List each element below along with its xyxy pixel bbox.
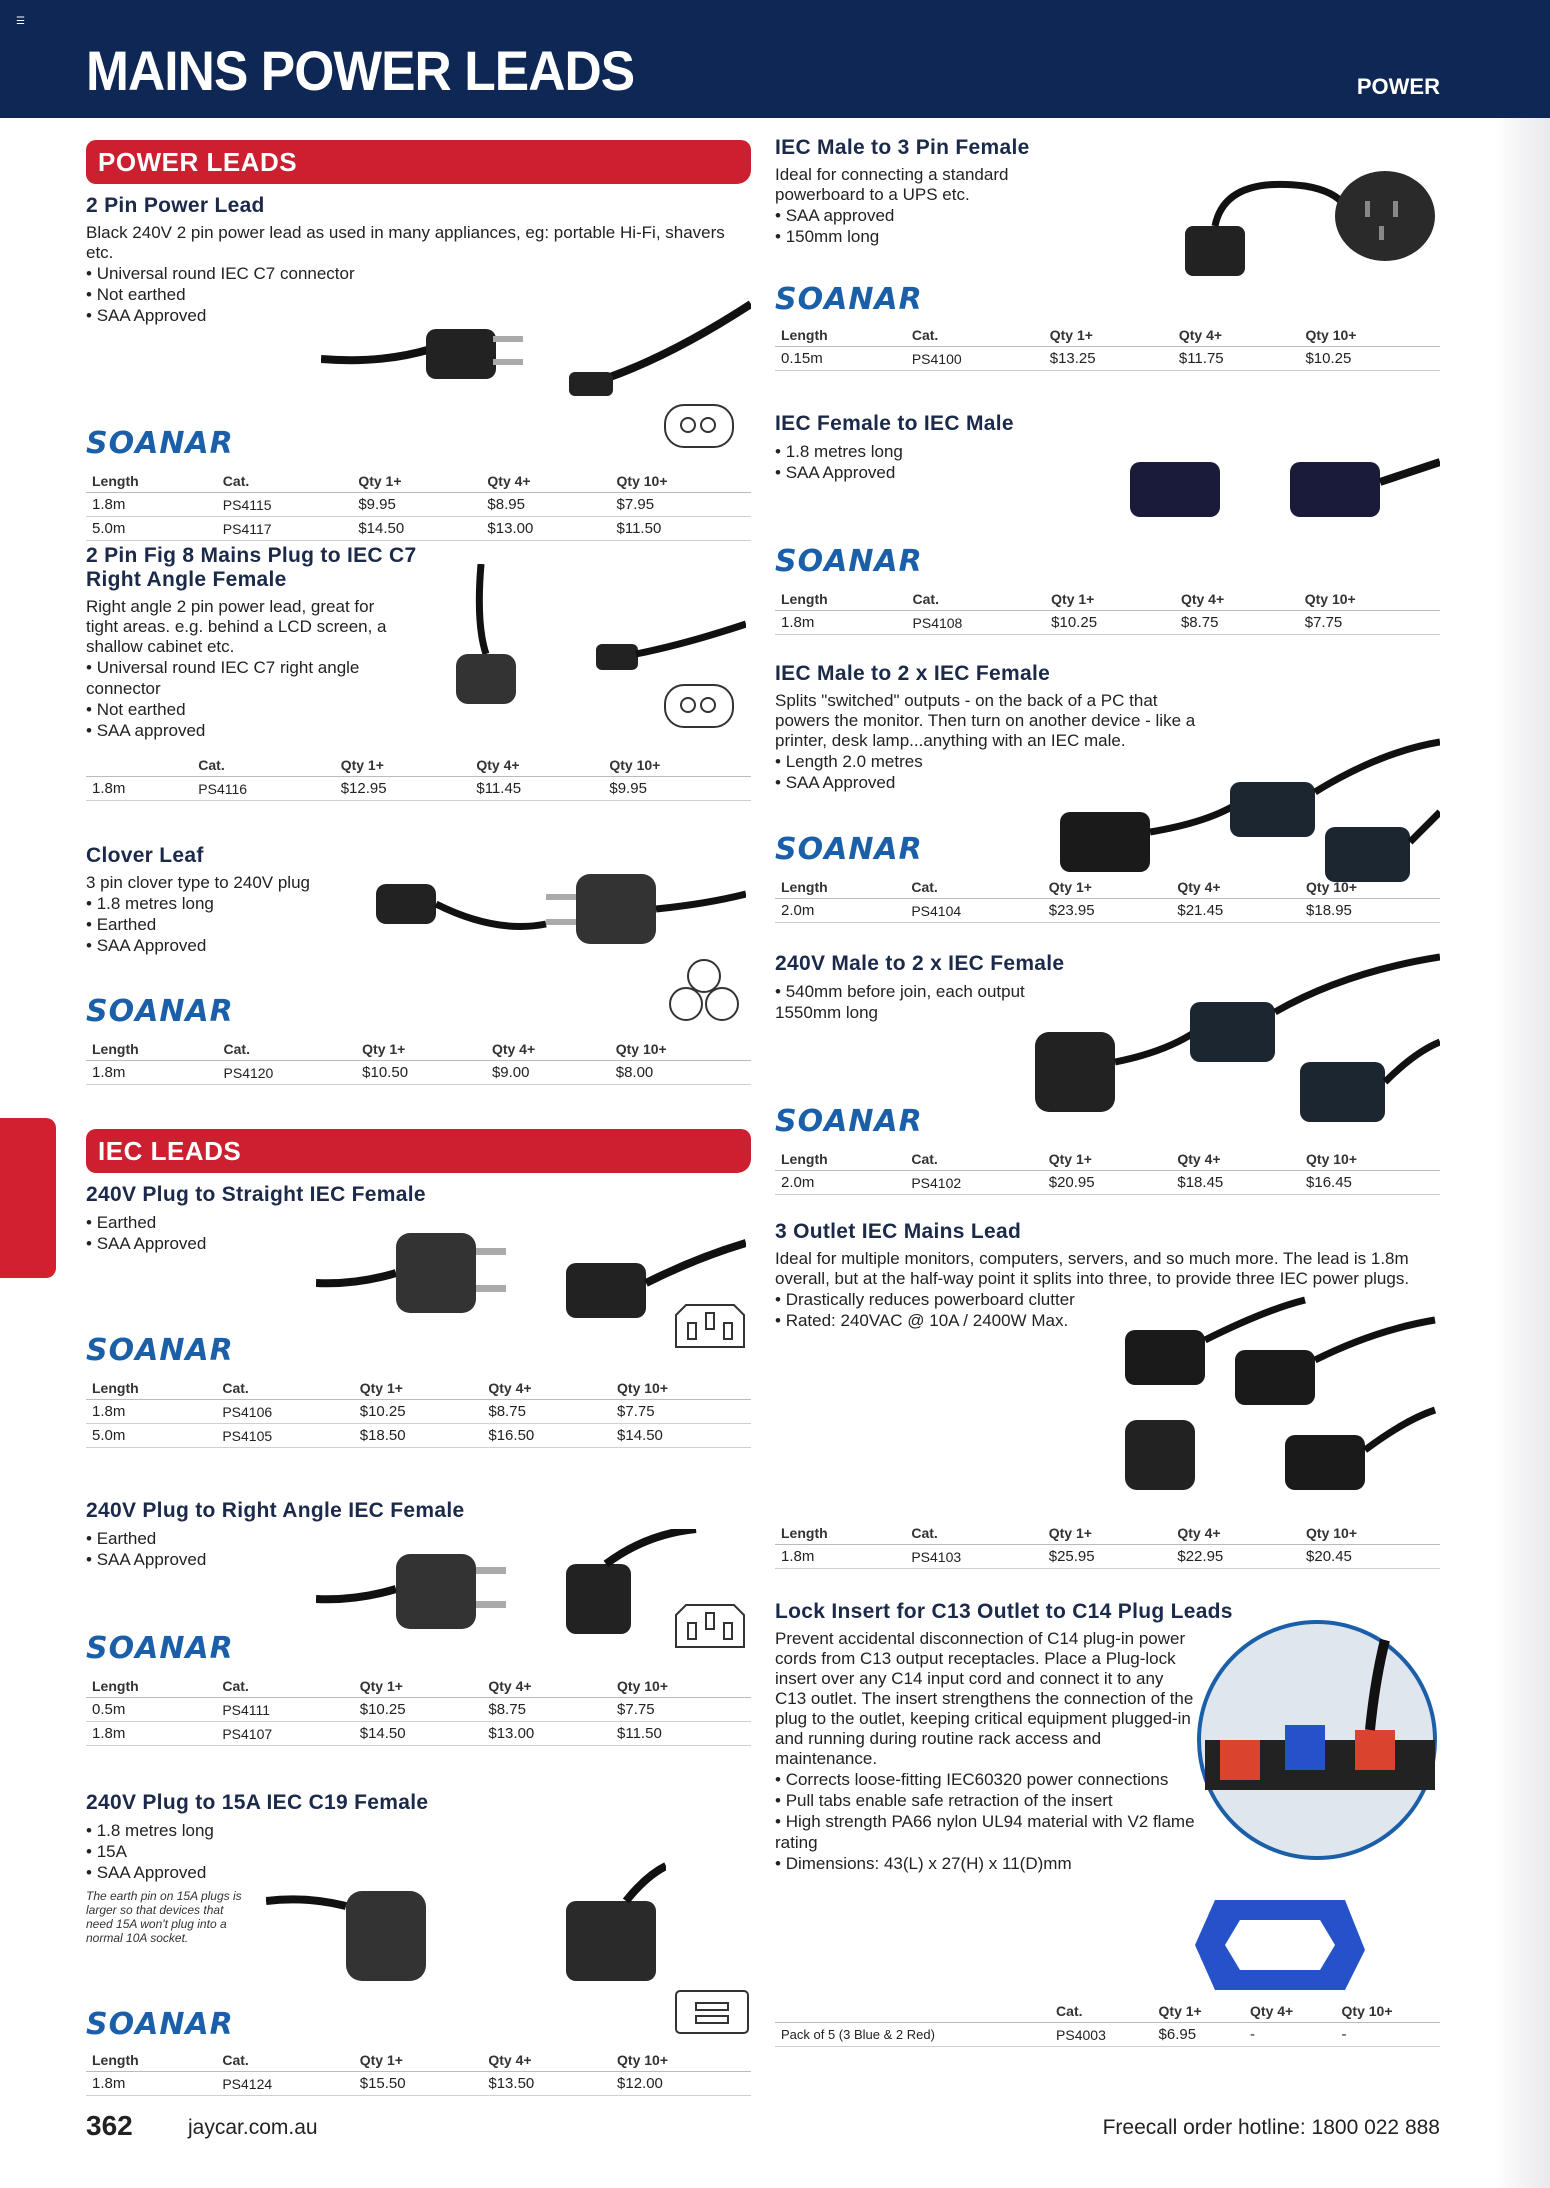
page-title: MAINS POWER LEADS: [86, 39, 635, 102]
feature-item: • Earthed: [86, 1212, 751, 1233]
product-title: 240V Plug to 15A IEC C19 Female: [86, 1791, 429, 1814]
col-header-qty1: Qty 1+: [1043, 1148, 1172, 1171]
product-title: 240V Plug to Straight IEC Female: [86, 1183, 426, 1206]
product-240v-straight-iec: [86, 1183, 751, 1499]
lock-insert-inuse-image: [1195, 1620, 1440, 1860]
feature-list: [775, 981, 1035, 1023]
soanar-logo: SOANAR: [775, 1104, 923, 1139]
table-row: 1.8m PS4108 $10.25 $8.75 $7.75: [775, 611, 1440, 635]
col-header-qty4: Qty 4+: [482, 2049, 611, 2072]
price-table: [775, 876, 1440, 923]
col-header-qty10: Qty 10+: [1336, 2000, 1440, 2023]
col-header-qty10: Qty 10+: [611, 2049, 751, 2072]
price-table: [775, 324, 1440, 371]
table-row: 1.8m PS4106 $10.25 $8.75 $7.75: [86, 1400, 751, 1424]
price-table: [775, 2000, 1440, 2047]
col-header-qty10: Qty 10+: [1300, 1148, 1440, 1171]
soanar-logo: SOANAR: [775, 282, 923, 317]
feature-list: [86, 657, 406, 741]
product-3-outlet-iec: [775, 1220, 1440, 1600]
col-header-qty1: Qty 1+: [335, 754, 471, 777]
soanar-logo: SOANAR: [86, 1631, 234, 1666]
col-header-cat: Cat.: [907, 588, 1046, 611]
soanar-logo: SOANAR: [775, 544, 923, 579]
feature-item: • SAA Approved: [775, 772, 1440, 793]
price-table: [775, 1148, 1440, 1195]
feature-item: • Pull tabs enable safe retraction of the insert: [775, 1790, 1195, 1811]
col-header-length: Length: [775, 324, 906, 347]
feature-item: • 1.8 metres long: [86, 893, 751, 914]
240v-splitter-image: [1005, 952, 1440, 1132]
product-description: 3 pin clover type to 240V plug: [86, 873, 310, 892]
product-description: Ideal for multiple monitors, computers, servers, and so much more. The lead is 1.8m overall, but at the half-way point it splits into three, to provide three IEC power plugs.: [775, 1249, 1410, 1288]
col-header-qty1: Qty 1+: [1043, 1522, 1172, 1545]
price-table: [86, 1377, 751, 1448]
feature-item: • 540mm before join, each output 1550mm long: [775, 981, 1035, 1023]
col-header-length: Length: [86, 2049, 216, 2072]
col-header-qty4: Qty 4+: [481, 470, 610, 493]
product-clover-leaf: [86, 844, 751, 1129]
product-title: 240V Male to 2 x IEC Female: [775, 952, 1065, 975]
product-title: IEC Female to IEC Male: [775, 412, 1014, 435]
page-header: [0, 0, 1550, 118]
feature-item: • 1.8 metres long: [775, 441, 1440, 462]
col-header-qty1: Qty 1+: [356, 1038, 486, 1061]
col-header-cat: Cat.: [217, 470, 353, 493]
feature-item: • 150mm long: [775, 226, 1440, 247]
col-header-length: Length: [775, 588, 907, 611]
clover-socket-icon: [664, 956, 744, 1026]
col-header-cat: Cat.: [216, 1675, 353, 1698]
product-2pin-power-lead: [86, 194, 751, 544]
product-description: Splits "switched" outputs - on the back of a PC that powers the monitor. Then turn on another device - like a printer, desk lamp...anything with an IEC male.: [775, 691, 1196, 750]
product-240v-right-angle-iec: [86, 1499, 751, 1791]
feature-item: • Dimensions: 43(L) x 27(H) x 11(D)mm: [775, 1853, 1195, 1874]
price-table: [775, 588, 1440, 635]
feature-list: [775, 1769, 1195, 1874]
product-title: 240V Plug to Right Angle IEC Female: [86, 1499, 465, 1522]
col-header-qty10: Qty 10+: [1300, 876, 1440, 899]
3-outlet-lead-image: [1115, 1290, 1440, 1500]
soanar-logo: SOANAR: [86, 2007, 234, 2042]
table-row: 1.8m PS4120 $10.50 $9.00 $8.00: [86, 1061, 751, 1085]
col-header-cat: Cat.: [192, 754, 334, 777]
product-fig8-right-angle: [86, 544, 751, 844]
col-header-qty1: Qty 1+: [1044, 324, 1173, 347]
product-title: 2 Pin Power Lead: [86, 194, 265, 217]
col-header-qty10: Qty 10+: [610, 1038, 751, 1061]
col-header-qty4: Qty 4+: [482, 1377, 611, 1400]
col-header-cat: Cat.: [906, 324, 1044, 347]
col-header-cat: Cat.: [216, 1377, 353, 1400]
col-header-cat: Cat.: [1050, 2000, 1152, 2023]
left-column: [86, 140, 751, 2091]
lock-insert-product-image: [1195, 1890, 1375, 2000]
c19-socket-icon: [674, 1989, 750, 2035]
col-header-length: Length: [86, 470, 217, 493]
product-iec-female-iec-male: [775, 412, 1440, 662]
price-table: [86, 2049, 751, 2096]
product-240v-male-2x-iec-female: [775, 952, 1440, 1220]
page-number: 362: [86, 2110, 133, 2141]
col-header-qty10: Qty 10+: [611, 1377, 751, 1400]
col-header-qty4: Qty 4+: [482, 1675, 611, 1698]
product-title: 2 Pin Fig 8 Mains Plug to IEC C7 Right Angle Female: [86, 544, 417, 591]
col-header-length: Length: [86, 1038, 218, 1061]
iec-3pin-lead-image: [1185, 156, 1435, 286]
col-header-qty4: Qty 4+: [1244, 2000, 1336, 2023]
iec-splitter-image: [1060, 712, 1440, 882]
col-header-qty1: Qty 1+: [1045, 588, 1175, 611]
col-header-cat: Cat.: [905, 876, 1042, 899]
soanar-logo: SOANAR: [86, 994, 234, 1029]
col-header-qty1: Qty 1+: [1153, 2000, 1245, 2023]
col-header-qty4: Qty 4+: [486, 1038, 610, 1061]
product-iec-male-3pin-female: [775, 136, 1440, 412]
col-header-qty4: Qty 4+: [1173, 324, 1300, 347]
feature-item: • SAA Approved: [775, 462, 1440, 483]
right-column: [775, 136, 1440, 2043]
price-table: [86, 470, 751, 541]
col-header-length: Length: [775, 876, 905, 899]
table-row: 0.5m PS4111 $10.25 $8.75 $7.75: [86, 1698, 751, 1722]
table-row: 1.8m PS4103 $25.95 $22.95 $20.45: [775, 1545, 1440, 1569]
col-header-length: [86, 754, 192, 777]
product-title: 3 Outlet IEC Mains Lead: [775, 1220, 1022, 1243]
feature-item: • SAA Approved: [86, 1233, 751, 1254]
2pin-lead-image: [321, 294, 751, 404]
table-row: 1.8m PS4107 $14.50 $13.00 $11.50: [86, 1722, 751, 1746]
product-title: IEC Male to 3 Pin Female: [775, 136, 1030, 159]
col-header-qty1: Qty 1+: [354, 2049, 483, 2072]
product-title: IEC Male to 2 x IEC Female: [775, 662, 1051, 685]
product-title: Lock Insert for C13 Outlet to C14 Plug Leads: [775, 1600, 1233, 1623]
col-header-cat: Cat.: [905, 1522, 1042, 1545]
col-header-qty4: Qty 4+: [1171, 876, 1300, 899]
soanar-logo: SOANAR: [775, 832, 923, 867]
product-240v-15a-c19: [86, 1791, 751, 2091]
col-header-qty10: Qty 10+: [1299, 588, 1440, 611]
feature-item: • Earthed: [86, 914, 751, 935]
table-row: 2.0m PS4104 $23.95 $21.45 $18.95: [775, 899, 1440, 923]
col-header-qty1: Qty 1+: [354, 1377, 483, 1400]
col-header-length: Length: [775, 1522, 905, 1545]
col-header-cat: Cat.: [216, 2049, 353, 2072]
table-row: 2.0m PS4102 $20.95 $18.45 $16.45: [775, 1171, 1440, 1195]
menu-icon: ☰: [16, 16, 25, 27]
website-link[interactable]: jaycar.com.au: [188, 2116, 318, 2139]
col-header-length: Length: [775, 1148, 905, 1171]
col-header-qty10: Qty 10+: [611, 1675, 751, 1698]
col-header-qty1: Qty 1+: [354, 1675, 483, 1698]
price-table: [86, 1675, 751, 1746]
c19-lead-image: [266, 1861, 666, 2011]
soanar-logo: SOANAR: [86, 1333, 234, 1368]
col-header-length: Length: [86, 1377, 216, 1400]
col-header-qty4: Qty 4+: [1171, 1522, 1300, 1545]
feature-item: • Length 2.0 metres: [775, 751, 1440, 772]
feature-item: • SAA Approved: [86, 305, 751, 326]
feature-item: • SAA approved: [86, 720, 406, 741]
feature-item: • Not earthed: [86, 699, 406, 720]
col-header-length: [775, 2000, 1050, 2023]
feature-item: • SAA Approved: [86, 935, 751, 956]
section-tag: POWER: [1356, 74, 1440, 99]
feature-item: • Drastically reduces powerboard clutter: [775, 1289, 1440, 1310]
feature-item: • Earthed: [86, 1528, 751, 1549]
col-header-qty1: Qty 1+: [352, 470, 481, 493]
col-header-cat: Cat.: [218, 1038, 357, 1061]
page-edge-shadow: [1494, 118, 1550, 2188]
iec-leads-banner: IEC LEADS: [86, 1129, 751, 1173]
price-table: [775, 1522, 1440, 1569]
col-header-qty10: Qty 10+: [1299, 324, 1440, 347]
feature-item: • Rated: 240VAC @ 10A / 2400W Max.: [775, 1310, 1440, 1331]
product-description: Right angle 2 pin power lead, great for tight areas. e.g. behind a LCD screen, a shallow cabinet etc.: [86, 597, 387, 656]
c13-socket-icon: [674, 1603, 746, 1649]
feature-item: • High strength PA66 nylon UL94 material with V2 flame rating: [775, 1811, 1195, 1853]
c7-socket-icon: [664, 404, 734, 448]
col-header-qty10: Qty 10+: [611, 470, 751, 493]
side-tab-marker: [0, 1118, 56, 1278]
table-row: 0.15m PS4100 $13.25 $11.75 $10.25: [775, 347, 1440, 371]
col-header-length: Length: [86, 1675, 216, 1698]
feature-item: • Universal round IEC C7 right angle connector: [86, 657, 406, 699]
power-leads-banner: POWER LEADS: [86, 140, 751, 184]
table-row: 1.8m PS4115 $9.95 $8.95 $7.95: [86, 493, 751, 517]
feature-item: • SAA Approved: [86, 1862, 751, 1883]
product-description: Black 240V 2 pin power lead as used in many appliances, eg: portable Hi-Fi, shavers etc.: [86, 223, 725, 262]
table-row: 1.8m PS4116 $12.95 $11.45 $9.95: [86, 777, 751, 801]
product-lock-insert: [775, 1600, 1440, 2043]
col-header-qty4: Qty 4+: [1175, 588, 1299, 611]
col-header-qty10: Qty 10+: [603, 754, 751, 777]
product-title: Clover Leaf: [86, 844, 204, 867]
feature-item: • Universal round IEC C7 connector: [86, 263, 751, 284]
c13-socket-icon: [674, 1303, 746, 1349]
product-iec-male-2x-iec-female: [775, 662, 1440, 952]
feature-item: • Corrects loose-fitting IEC60320 power connections: [775, 1769, 1195, 1790]
table-row: 5.0m PS4117 $14.50 $13.00 $11.50: [86, 517, 751, 541]
feature-item: • 15A: [86, 1841, 751, 1862]
col-header-qty1: Qty 1+: [1043, 876, 1172, 899]
col-header-qty4: Qty 4+: [1171, 1148, 1300, 1171]
col-header-cat: Cat.: [905, 1148, 1042, 1171]
product-description: Ideal for connecting a standard powerboard to a UPS etc.: [775, 165, 1009, 204]
soanar-logo: SOANAR: [86, 426, 234, 461]
feature-item: • Not earthed: [86, 284, 751, 305]
table-row: Pack of 5 (3 Blue & 2 Red) PS4003 $6.95 - -: [775, 2023, 1440, 2047]
c7-socket-icon: [664, 684, 734, 728]
col-header-qty10: Qty 10+: [1300, 1522, 1440, 1545]
product-note: The earth pin on 15A plugs is larger so that devices that need 15A won't plug into a normal 10A socket.: [86, 1889, 242, 1945]
product-description: Prevent accidental disconnection of C14 plug-in power cords from C13 output receptacles. Place a Plug-lock insert over any C14 input cord and connect it to any C13 outlet. The insert strengthens the connection of the plug to the outlet, keeping critical equipment plugged-in and running during routine rack access and maintenance.: [775, 1629, 1194, 1768]
iec-extension-lead-image: [1100, 442, 1440, 532]
price-table: [86, 1038, 751, 1085]
table-row: 5.0m PS4105 $18.50 $16.50 $14.50: [86, 1424, 751, 1448]
feature-item: • 1.8 metres long: [86, 1820, 751, 1841]
hotline-text: Freecall order hotline: 1800 022 888: [1102, 2116, 1440, 2139]
feature-item: • SAA approved: [775, 205, 1440, 226]
col-header-qty4: Qty 4+: [470, 754, 603, 777]
price-table: [86, 754, 751, 801]
table-row: 1.8m PS4124 $15.50 $13.50 $12.00: [86, 2072, 751, 2096]
feature-item: • SAA Approved: [86, 1549, 751, 1570]
